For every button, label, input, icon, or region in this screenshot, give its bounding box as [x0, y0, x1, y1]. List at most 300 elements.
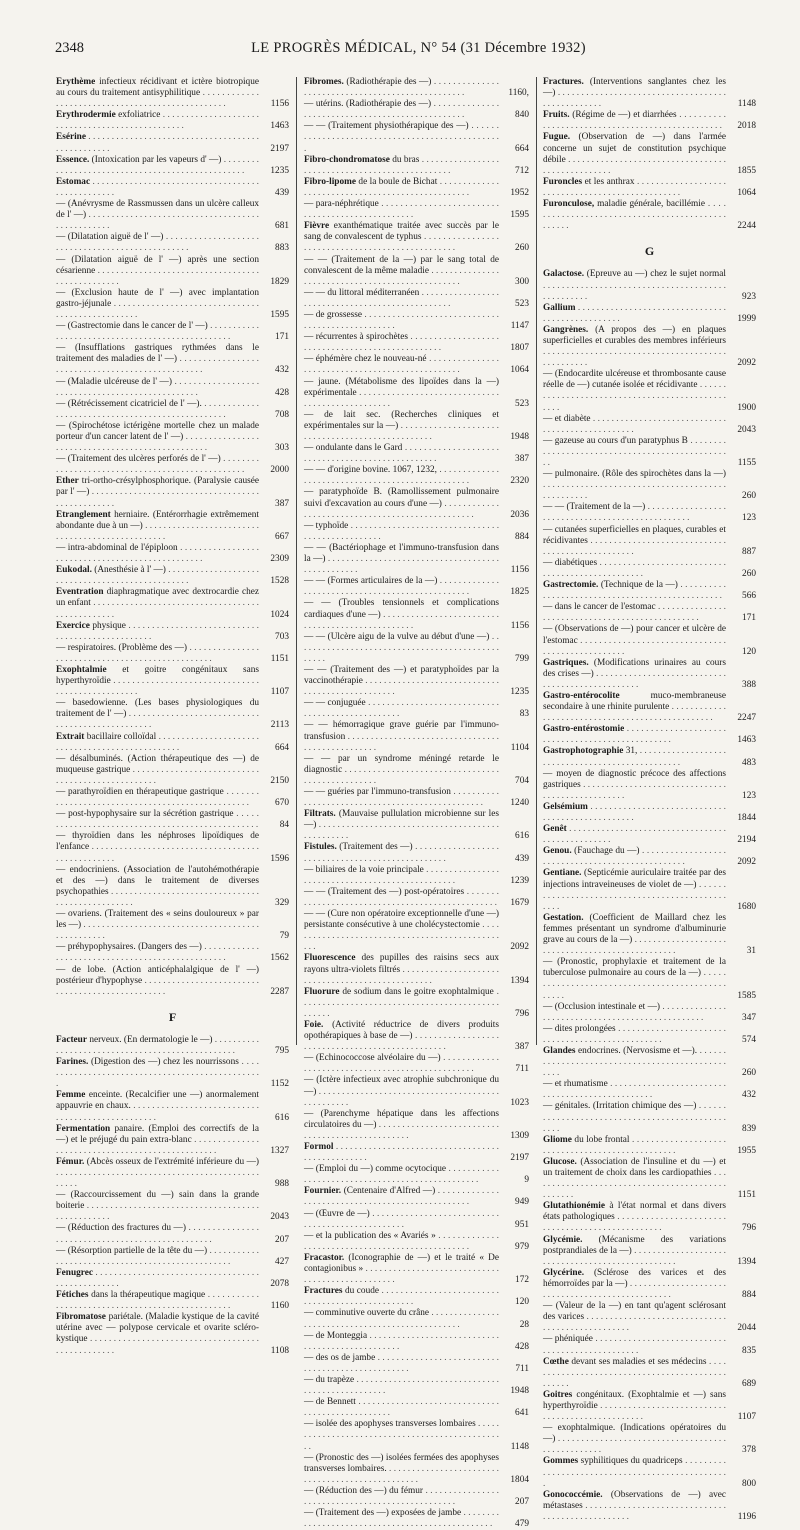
page-ref: 388 — [732, 680, 756, 691]
index-entry — [543, 1135, 756, 1157]
index-entry — [543, 303, 756, 325]
entry-text: — typhoïde . . . — [304, 521, 499, 543]
entry-text: — diabétiques . . . — [543, 558, 726, 580]
entry-text: — biliaires de la voie principale . . . — [304, 865, 499, 887]
page-ref: 2197 — [505, 1153, 529, 1164]
index-entry — [304, 521, 529, 543]
entry-headword: Fracastor. — [304, 1252, 345, 1263]
entry-headword: Fibromatose — [56, 1312, 106, 1323]
entry-text: — du trapèze . . . — [304, 1375, 499, 1397]
page-ref: 1151 — [732, 1190, 756, 1201]
page-ref: 31 — [732, 946, 756, 957]
page-ref: 616 — [265, 1113, 289, 1124]
page-ref: 432 — [732, 1090, 756, 1101]
index-entry — [543, 436, 756, 469]
entry-text: Glycérine. (Sclérose des varices et des hémorroïdes par la —) . . . — [543, 1268, 726, 1301]
page-ref: 1160, — [505, 88, 529, 99]
entry-text: Gommes syphilitiques du quadriceps . . . — [543, 1456, 726, 1489]
entry-text: — phéniquée . . . — [543, 1334, 726, 1356]
page-ref: 2092 — [505, 942, 529, 953]
page-ref: 2018 — [732, 121, 756, 132]
entry-text: Fibro-lipome de la boule de Bichat . . . — [304, 177, 499, 199]
entry-text: — et rhumatisme . . . — [543, 1079, 726, 1101]
page-ref: 667 — [265, 532, 289, 543]
entry-text: — (Ictère infectieux avec atrophie subchronique du —) . . . — [304, 1075, 499, 1108]
index-entry — [56, 1246, 289, 1268]
page-ref: 711 — [505, 1364, 529, 1375]
entry-text: — — (Traitement de la —) par le sang total de convalescent de la même maladie . . . — [304, 255, 499, 288]
entry-headword: Glandes — [543, 1045, 576, 1056]
index-entry — [304, 787, 529, 809]
page-ref: 1235 — [265, 166, 289, 177]
entry-text: — thyroïdien dans les néphroses lipoïdiques de l'enfance . . . — [56, 831, 259, 864]
index-entry — [304, 1375, 529, 1397]
page-ref: 300 — [505, 277, 529, 288]
page-ref: 83 — [505, 709, 529, 720]
entry-text: Exophtalmie et goitre congénitaux sans hyperthyroïdie . . . — [56, 665, 259, 698]
entry-text: — (Pronostic des —) isolées fermées des apophyses transverses lombaires. . . . — [304, 1453, 499, 1486]
entry-headword: Cœthe — [543, 1356, 569, 1367]
index-entry — [304, 199, 529, 221]
page-ref: 439 — [505, 854, 529, 865]
page-ref: 1394 — [732, 1257, 756, 1268]
page-ref: 1829 — [265, 277, 289, 288]
page-ref: 2078 — [265, 1279, 289, 1290]
entry-text: — gazeuse au cours d'un paratyphus B . . . — [543, 436, 726, 469]
entry-text: — exophtalmique. (Indications opératoires du —) . . . — [543, 1423, 726, 1456]
entry-headword: Gommes — [543, 1456, 579, 1467]
page-ref: 1900 — [732, 403, 756, 414]
entry-headword: Fémur. — [56, 1156, 85, 1167]
index-entry — [56, 155, 289, 177]
index-entry — [56, 1157, 289, 1190]
index-entry — [304, 1209, 529, 1231]
entry-text: Gastrectomie. (Technique de la —) . . . — [543, 580, 726, 602]
entry-text: Fièvre exanthématique traitée avec succès par le sang de convalescent de typhus . . . — [304, 221, 499, 254]
entry-text: Fermentation panaire. (Emploi des correctifs de la —) et le préjugé du pain extra-blanc . . . — [56, 1124, 259, 1157]
index-entry — [304, 1308, 529, 1330]
entry-text: Fétiches dans la thérapeutique magique . . . — [56, 1290, 259, 1312]
index-entry — [304, 987, 529, 1020]
index-entry — [56, 1290, 289, 1312]
entry-headword: Fièvre — [304, 221, 330, 232]
entry-headword: Furoncles — [543, 176, 583, 187]
entry-text: — — hémorragique grave guérie par l'immuno-transfusion . . . — [304, 720, 499, 753]
page-ref: 1562 — [265, 953, 289, 964]
index-entry — [543, 691, 756, 724]
entry-text: — (Œuvre de —) . . . — [304, 1209, 499, 1231]
page-ref: 123 — [732, 791, 756, 802]
page-ref: 439 — [265, 188, 289, 199]
page-ref: 9 — [505, 1175, 529, 1186]
entry-text: — — conjuguée . . . — [304, 698, 499, 720]
index-entry — [543, 1490, 756, 1523]
index-entry — [304, 255, 529, 288]
entry-text: Fournier. (Centenaire d'Alfred —) . . . — [304, 1186, 499, 1208]
entry-headword: Fournier. — [304, 1186, 342, 1197]
page-ref: 670 — [265, 798, 289, 809]
page-ref: 949 — [505, 1197, 529, 1208]
entry-headword: Fractures. — [543, 77, 584, 87]
page-ref: 1239 — [505, 876, 529, 887]
entry-text: — (Traitement des ulcères perforés de l' —) . . . — [56, 454, 259, 476]
entry-text: — — (Traitement physiothérapique des —) . . . — [304, 121, 499, 154]
index-entry — [304, 1075, 529, 1108]
index-entry — [543, 1046, 756, 1079]
page-ref: 840 — [505, 110, 529, 121]
index-entry — [304, 842, 529, 864]
page-ref: 839 — [732, 1124, 756, 1135]
entry-text: Fibro-chondromatose du bras . . . — [304, 155, 499, 177]
index-entry — [56, 1035, 289, 1057]
index-entry — [56, 965, 289, 998]
page-ref: 347 — [732, 1013, 756, 1024]
index-column-3 — [543, 77, 756, 1522]
entry-text: Gestation. (Coefficient de Maillard chez les femmes présentant un syndrome d'albuminurie grave au cours de la —) . . . — [543, 913, 726, 957]
page-ref: 566 — [732, 591, 756, 602]
entry-headword: Fluorure — [304, 986, 340, 997]
index-entry — [543, 746, 756, 768]
page-ref: 387 — [505, 454, 529, 465]
entry-text: Glycémie. (Mécanisme des variations postprandiales de la —) . . . — [543, 1235, 726, 1268]
entry-text: Gangrènes. (A propos des —) en plaques superficielles et curables des membres inférieurs . . . — [543, 325, 726, 369]
index-entry — [543, 1423, 756, 1456]
entry-text: — — d'origine bovine. 1067, 1232, . . . — [304, 465, 499, 487]
index-entry — [304, 953, 529, 986]
entry-text: Glutathionémie à l'état normal et dans divers états pathologiques . . . — [543, 1201, 726, 1234]
page-ref: 712 — [505, 166, 529, 177]
page-ref: 260 — [505, 243, 529, 254]
entry-headword: Fruits. — [543, 110, 570, 121]
index-entry — [304, 720, 529, 753]
index-entry — [543, 1101, 756, 1134]
entry-text: — jaune. (Métabolisme des lipoïdes dans la —) expérimentale . . . — [304, 377, 499, 410]
entry-text: — — (Traitement des —) post-opératoires . . . — [304, 887, 499, 909]
entry-text: — (Dilatation aiguë de l' —) après une section césarienne . . . — [56, 255, 259, 288]
page-ref: 1585 — [732, 991, 756, 1002]
page-ref: 2092 — [732, 358, 756, 369]
entry-headword: Eventration — [56, 587, 104, 598]
entry-headword: Gastro-entérocolite — [543, 690, 620, 701]
index-entry — [56, 865, 289, 909]
page-ref: 796 — [505, 1009, 529, 1020]
page-ref: 28 — [505, 1320, 529, 1331]
index-entry — [56, 132, 289, 154]
index-entry — [304, 1508, 529, 1530]
section-letter: F — [168, 1009, 177, 1024]
index-entry — [56, 698, 289, 731]
entry-text — [543, 802, 726, 824]
entry-text — [56, 132, 259, 154]
page-ref: 796 — [732, 1223, 756, 1234]
entry-headword: Fenugrec — [56, 1267, 94, 1278]
entry-text: Erythème infectieux récidivant et ictère biotropique au cours du traitement antisyphilitique . . . — [56, 77, 259, 110]
entry-headword: Fractures — [304, 1286, 343, 1297]
entry-headword: Extrait — [56, 731, 85, 742]
column-divider — [536, 77, 537, 1045]
entry-text: Furonculose, maladie générale, bacillémie . . . — [543, 199, 726, 232]
index-entry — [304, 1020, 529, 1053]
page-ref: 1855 — [732, 166, 756, 177]
page-ref: 378 — [732, 1445, 756, 1456]
index-entry — [543, 110, 756, 132]
entry-text: — isolée des apophyses transverses lombaires . . . — [304, 1419, 499, 1452]
index-entry — [543, 177, 756, 199]
entry-text: — (Maladie ulcéreuse de l' —) . . . — [56, 377, 259, 399]
entry-text: Genou. (Fauchage du —) . . . — [543, 846, 726, 868]
index-entry — [304, 1253, 529, 1286]
entry-headword: Erythrodermie — [56, 110, 116, 121]
page-ref: 79 — [265, 931, 289, 942]
entry-text: — dites prolongées . . . — [543, 1024, 726, 1046]
page-ref: 689 — [732, 1379, 756, 1390]
index-entry — [543, 1301, 756, 1334]
page-ref: 703 — [265, 632, 289, 643]
entry-text: — comminutive ouverte du crâne . . . — [304, 1308, 499, 1330]
entry-headword: Exophtalmie — [56, 664, 107, 675]
index-entry — [56, 1057, 289, 1090]
index-entry — [56, 565, 289, 587]
index-entry — [304, 632, 529, 665]
index-entry — [56, 787, 289, 809]
index-entry — [56, 77, 289, 110]
entry-text: — (Observations de —) pour cancer et ulcère de l'estomac . . . — [543, 624, 726, 657]
index-entry — [56, 510, 289, 543]
entry-text: — — (Cure non opératoire exceptionnelle d'une —) persistante consécutive à une cholécystectomie . . . — [304, 909, 499, 953]
entry-text: Eventration diaphragmatique avec dextrocardie chez un enfant . . . — [56, 587, 259, 620]
journal-title: LE PROGRÈS MÉDICAL, N° 54 (31 Décembre 1932) — [251, 40, 586, 56]
entry-text: — (Insufflations gastriques rythmées dans le traitement des maladies de l' —) . . . — [56, 343, 259, 376]
page-ref: 1235 — [505, 687, 529, 698]
entry-text: — (Occlusion intestinale et —) . . . — [543, 1002, 726, 1024]
page-ref: 1463 — [732, 735, 756, 746]
entry-headword: Estomac — [56, 176, 91, 187]
entry-text — [543, 724, 726, 746]
page-ref: 884 — [505, 532, 529, 543]
page-ref: 795 — [265, 1046, 289, 1057]
page-ref: 1948 — [505, 432, 529, 443]
page-ref: 2197 — [265, 144, 289, 155]
entry-text: — — (Traitement des —) et paratyphoïdes par la vaccinothérapie . . . — [304, 665, 499, 698]
index-entry — [543, 1357, 756, 1390]
entry-headword: Gangrènes. — [543, 324, 589, 335]
page-ref: 1595 — [505, 210, 529, 221]
page-ref: 1064 — [505, 365, 529, 376]
index-entry — [56, 621, 289, 643]
entry-text: — (Résorption partielle de la tête du —) . . . — [56, 1246, 259, 1268]
entry-text: Fluorescence des pupilles des raisins secs aux rayons ultra-violets filtrés . . . — [304, 953, 499, 986]
entry-headword: Gestation. — [543, 912, 584, 923]
page-ref: 1680 — [732, 902, 756, 913]
page-ref: 1155 — [732, 458, 756, 469]
index-column-1 — [56, 77, 289, 1356]
page-ref: 387 — [505, 1042, 529, 1053]
index-entry — [543, 624, 756, 657]
page-ref: 574 — [732, 1035, 756, 1046]
index-entry — [543, 199, 756, 232]
entry-text: — (Anévrysme de Rassmussen dans un ulcère calleux de l' —) . . . — [56, 199, 259, 232]
index-entry — [304, 1109, 529, 1142]
entry-text: — (Echinococcose alvéolaire du —) . . . — [304, 1053, 499, 1075]
entry-text: — ovariens. (Traitement des « seins douloureux » par les —) . . . — [56, 909, 259, 942]
index-entry — [543, 525, 756, 558]
page-ref: 120 — [732, 647, 756, 658]
entry-headword: Gastrectomie. — [543, 580, 599, 591]
index-entry — [304, 1142, 529, 1164]
entry-text: — dans le cancer de l'estomac . . . — [543, 602, 726, 624]
entry-text — [543, 824, 726, 846]
page-ref: 1107 — [732, 1412, 756, 1423]
entry-headword: Glucose. — [543, 1156, 577, 1167]
entry-text: Facteur nerveux. (En dermatologie le —) . . . — [56, 1035, 259, 1057]
index-entry — [304, 1053, 529, 1075]
entry-text: — paratyphoïde B. (Ramollissement pulmonaire suivi d'excavation au cours d'une —) . . . — [304, 487, 499, 520]
index-entry — [56, 110, 289, 132]
index-entry — [304, 310, 529, 332]
index-entry — [543, 769, 756, 802]
page-ref: 711 — [505, 1064, 529, 1075]
entry-text: — — guéries par l'immuno-transfusion . . . — [304, 787, 499, 809]
page-ref: 1152 — [265, 1079, 289, 1090]
page-ref: 172 — [505, 1275, 529, 1286]
page-ref: 1156 — [265, 99, 289, 110]
index-entry — [543, 868, 756, 912]
entry-text — [56, 177, 259, 199]
index-entry — [56, 1268, 289, 1290]
page-ref: 303 — [265, 443, 289, 454]
entry-text: — parathyroïdien en thérapeutique gastrique . . . — [56, 787, 259, 809]
page-ref: 1463 — [265, 121, 289, 132]
page-ref: 2092 — [732, 857, 756, 868]
entry-text: Goitres congénitaux. (Exophtalmie et —) sans hyperthyroïdie . . . — [543, 1390, 726, 1423]
entry-text: Cœthe devant ses maladies et ses médecins . . . — [543, 1357, 726, 1390]
entry-headword: Glutathionémie — [543, 1201, 605, 1212]
entry-text: Fistules. (Traitement des —) . . . — [304, 842, 499, 864]
index-entry — [543, 1002, 756, 1024]
entry-text: — de grossesse . . . — [304, 310, 499, 332]
entry-text: Fibromes. (Radiothérapie des —) . . . — [304, 77, 499, 99]
page-ref: 523 — [505, 299, 529, 310]
entry-headword: Genêt — [543, 824, 567, 835]
column-divider — [296, 77, 297, 1045]
page-ref: 1327 — [265, 1146, 289, 1157]
index-entry — [304, 1231, 529, 1253]
entry-text: Fémur. (Abcès osseux de l'extrémité inférieure du —) . . . — [56, 1157, 259, 1190]
entry-text: Glandes endocrines. (Nervosisme et —). . . . — [543, 1046, 726, 1079]
page-ref: 1104 — [505, 743, 529, 754]
index-entry — [56, 809, 289, 831]
entry-text: — (Exclusion haute de l' —) avec implantation gastro-jéjunale . . . — [56, 288, 259, 321]
entry-text: — — par un syndrome méningé retarde le diagnostic . . . — [304, 754, 499, 787]
entry-text: Ether tri-ortho-crésylphosphorique. (Paralysie causée par l' —) . . . — [56, 476, 259, 509]
entry-text: Erythrodermie exfoliatrice . . . — [56, 110, 259, 132]
entry-headword: Fétiches — [56, 1290, 89, 1301]
page-ref: 2113 — [265, 720, 289, 731]
entry-headword: Gelsémium — [543, 801, 588, 812]
index-entry — [56, 377, 289, 399]
page-ref: 884 — [732, 1290, 756, 1301]
page-ref: 1394 — [505, 976, 529, 987]
entry-text: — intra-abdominal de l'épiploon . . . — [56, 543, 259, 565]
index-entry — [304, 99, 529, 121]
entry-text: Glucose. (Association de l'insuline et du —) et un traitement de choix dans les cardiopathies . . . — [543, 1157, 726, 1201]
index-entry — [304, 354, 529, 376]
page-ref: 207 — [265, 1235, 289, 1246]
index-entry — [543, 1456, 756, 1489]
page-ref: 681 — [265, 221, 289, 232]
page-ref: 479 — [505, 1519, 529, 1530]
index-entry — [56, 421, 289, 454]
page-ref: 2309 — [265, 554, 289, 565]
page-ref: 123 — [732, 513, 756, 524]
index-entry — [56, 1190, 289, 1223]
page-ref: 120 — [505, 1297, 529, 1308]
entry-headword: Glycémie. — [543, 1234, 583, 1245]
index-entry — [56, 454, 289, 476]
entry-headword: Furonculose, — [543, 199, 595, 210]
entry-headword: Gallium — [543, 302, 576, 313]
index-entry — [56, 399, 289, 421]
index-entry — [304, 77, 529, 99]
index-entry — [304, 576, 529, 598]
index-entry — [56, 343, 289, 376]
entry-text: — et diabète . . . — [543, 414, 726, 436]
page-ref: 1679 — [505, 898, 529, 909]
page-ref: 1528 — [265, 576, 289, 587]
entry-text: Gastro-entérocolite muco-membraneuse secondaire à une rhinite purulente . . . — [543, 691, 726, 724]
page-ref: 432 — [265, 365, 289, 376]
page-ref: 1595 — [265, 310, 289, 321]
entry-text: — de Bennett . . . — [304, 1397, 499, 1419]
entry-text: Filtrats. (Mauvaise pullulation microbienne sur les —) . . . — [304, 809, 499, 842]
index-entry — [543, 658, 756, 691]
page-ref: 427 — [265, 1257, 289, 1268]
entry-text: Gentiane. (Septicémie auriculaire traitée par des injections intraveineuses de violet de —) . . . — [543, 868, 726, 912]
entry-headword: Esérine — [56, 132, 86, 143]
entry-headword: Exercice — [56, 620, 90, 631]
entry-headword: Ether — [56, 476, 79, 487]
entry-headword: Etranglement — [56, 509, 111, 520]
index-entry — [543, 1390, 756, 1423]
entry-headword: Fermentation — [56, 1123, 111, 1134]
index-entry — [304, 909, 529, 953]
entry-text: — para-néphrétique . . . — [304, 199, 499, 221]
page-ref: 171 — [265, 332, 289, 343]
index-entry — [304, 1331, 529, 1353]
page-ref: 2000 — [265, 465, 289, 476]
index-entry — [304, 1186, 529, 1208]
entry-text: Fluorure de sodium dans le goitre exophtalmique . . . — [304, 987, 499, 1020]
entry-text: Extrait bacillaire colloïdal . . . — [56, 732, 259, 754]
index-entry — [543, 1201, 756, 1234]
entry-text: — (Pronostic, prophylaxie et traitement de la tuberculose pulmonaire au cours de la —) . . . — [543, 957, 726, 1001]
index-entry — [304, 465, 529, 487]
index-entry — [543, 1024, 756, 1046]
index-entry — [56, 665, 289, 698]
index-entry — [56, 831, 289, 864]
index-entry — [56, 1312, 289, 1356]
page-ref: 1156 — [505, 565, 529, 576]
entry-text: Foie. (Activité réductrice de divers produits opothérapiques à base de —) . . . — [304, 1020, 499, 1053]
page-ref: 799 — [505, 654, 529, 665]
page-number: 2348 — [55, 40, 84, 56]
entry-text: Gastriques. (Modifications urinaires au cours des crises —) . . . — [543, 658, 726, 691]
page-ref: 664 — [265, 743, 289, 754]
index-entry — [56, 1223, 289, 1245]
entry-text: — (Endocardite ulcéreuse et thrombosante cause réelle de —) cutanée isolée et récidivante . . . — [543, 369, 726, 413]
entry-text: Gonococcémie. (Observations de —) avec métastases . . . — [543, 1490, 726, 1523]
page-ref: 1064 — [732, 188, 756, 199]
